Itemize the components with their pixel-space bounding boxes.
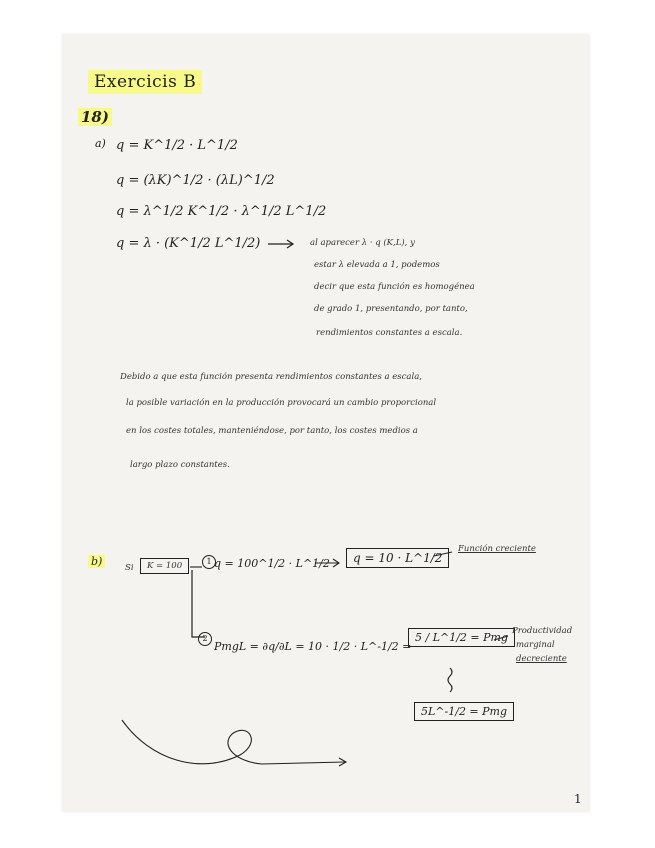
equation-3: q = λ^1/2 K^1/2 · λ^1/2 L^1/2 [116,204,327,219]
part-b-label: b) [88,555,105,568]
step-2-result: 5 / L^1/2 = Pmg [408,628,515,647]
homogeneity-note-line-5: rendimientos constantes a escala. [316,328,463,338]
equation-2: q = (λK)^1/2 · (λL)^1/2 [116,173,275,188]
condition-box: K = 100 [140,558,189,574]
paragraph-line-1: Debido a que esta función presenta rendimientos constantes a escala, [120,372,422,382]
step-1-result: q = 10 · L^1/2 [346,548,449,568]
paragraph-line-4: largo plazo constantes. [130,460,230,470]
step-2-equation: PmgL = ∂q/∂L = 10 · 1/2 · L^-1/2 = [214,640,412,653]
step-2-number: 2 [198,632,212,646]
step-2-note-line-3: decreciente [516,654,567,664]
paragraph-line-3: en los costes totales, manteniéndose, por tanto, los costes medios a [126,426,418,436]
homogeneity-note-line-1: al aparecer λ · q (K,L), y [310,238,415,248]
paragraph-line-2: la posible variación en la producción provocará un cambio proporcional [126,398,437,408]
exercise-number: 18) [78,108,112,126]
step-1-note: Función creciente [458,544,536,554]
part-a-label: a) [95,137,106,150]
step-1-number: 1 [202,555,216,569]
page-number: 1 [574,792,582,806]
page-title: Exercicis B [88,70,202,94]
condition-prefix: Si [125,563,134,573]
step-2-note-line-1: Productividad [512,626,573,636]
homogeneity-note-line-2: estar λ elevada a 1, podemos [314,260,440,270]
homogeneity-note-line-4: de grado 1, presentando, por tanto, [314,304,468,314]
step-2-note-line-2: marginal [516,640,555,650]
equation-4: q = λ · (K^1/2 L^1/2) [116,236,261,251]
step-3-result: 5L^-1/2 = Pmg [414,702,514,721]
step-2-marker [198,626,212,646]
equation-1: q = K^1/2 · L^1/2 [116,138,238,153]
homogeneity-note-line-3: decir que esta función es homogénea [314,282,475,292]
step-1-equation: q = 100^1/2 · L^1/2 [214,557,330,570]
